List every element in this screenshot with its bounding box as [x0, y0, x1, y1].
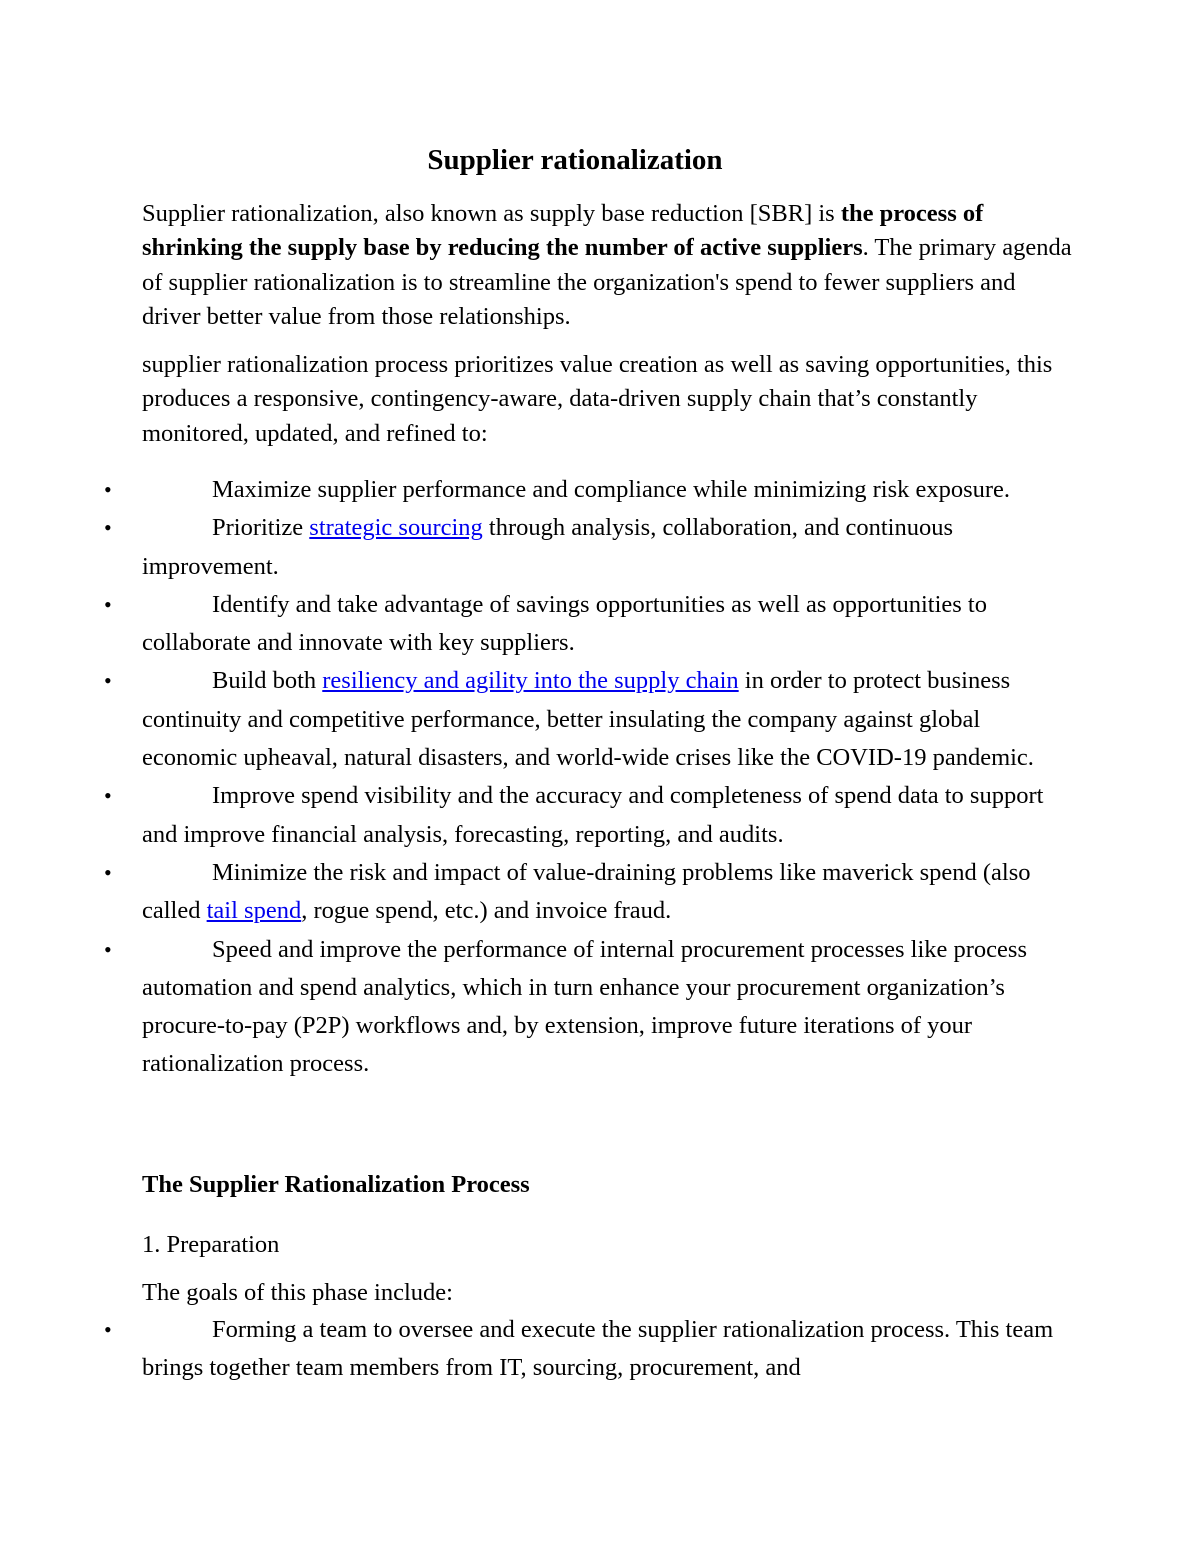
- goals-list: [104, 1311, 1072, 1388]
- list-item: [104, 777, 1072, 854]
- bullet-icon: •: [104, 477, 112, 502]
- list-item-text: , rogue spend, etc.) and invoice fraud.: [301, 897, 672, 925]
- bullet-icon: •: [104, 515, 112, 541]
- step-heading: 1. Preparation: [142, 1231, 280, 1258]
- list-item-text: Build both: [212, 667, 323, 695]
- list-item: [104, 662, 1072, 777]
- list-item: [104, 854, 1072, 931]
- list-item-text: Identify and take advantage of savings opportunities as well as opportunities to collaborate and innovate with key suppliers.: [142, 590, 987, 657]
- intro-text-start: Supplier rationalization, also known as supply base reduction [SBR] is: [142, 200, 841, 227]
- list-item-text: in order to protect business continuity and competitive performance, better insulating the company against global economic upheaval, natural disasters, and world-wide crises like the COVID-19 pandemic.: [142, 667, 1034, 772]
- strategic-sourcing-link[interactable]: strategic sourcing: [309, 514, 483, 542]
- list-item: [104, 1311, 1072, 1388]
- intro-text-end: . The primary agenda of supplier rationalization is to streamline the organization's spend to fewer suppliers and driver better value from those relationships.: [142, 234, 1072, 330]
- list-item-text: Forming a team to oversee and execute the supplier rationalization process. This team brings together team members from IT, sourcing, procurement, and: [142, 1316, 1054, 1382]
- tail-spend-link[interactable]: tail spend: [206, 897, 302, 925]
- benefits-list: [104, 471, 1072, 1084]
- intro-paragraph: [142, 197, 1072, 334]
- bullet-icon: •: [104, 859, 112, 885]
- list-item: [104, 471, 1072, 509]
- list-item-text: Maximize supplier performance and compliance while minimizing risk exposure.: [212, 476, 1011, 503]
- list-item: [104, 931, 1072, 1084]
- intro-bold-definition: the process of shrinking the supply base by reducing the number of active suppliers: [142, 200, 984, 262]
- benefits-intro-paragraph: supplier rationalization process prioritizes value creation as well as saving opportunities, this produces a responsive, contingency-aware, data-driven supply chain that’s constantly monitored, updated, and refined to:: [142, 351, 1053, 447]
- bullet-icon: •: [104, 1317, 112, 1342]
- section-heading: The Supplier Rationalization Process: [142, 1171, 530, 1198]
- list-item-text: Minimize the risk and impact of value-draining problems like maverick spend (also called: [142, 858, 1031, 925]
- goals-intro: The goals of this phase include:: [142, 1279, 453, 1306]
- list-item-text: through analysis, collaboration, and continuous improvement.: [142, 514, 953, 580]
- document-title: Supplier rationalization: [427, 144, 723, 176]
- list-item-text: Prioritize: [212, 514, 310, 542]
- list-item: [104, 509, 1072, 586]
- list-item: [104, 586, 1072, 663]
- resiliency-agility-link[interactable]: resiliency and agility into the supply chain: [322, 667, 739, 695]
- bullet-icon: •: [104, 668, 112, 694]
- bullet-icon: •: [104, 783, 112, 809]
- list-item-text: Improve spend visibility and the accuracy and completeness of spend data to support and improve financial analysis, forecasting, reporting, and audits.: [142, 782, 1044, 848]
- bullet-icon: •: [104, 591, 112, 617]
- list-item-text: Speed and improve the performance of internal procurement processes like process automation and spend analytics, which in turn enhance your procurement organization’s procure-to-pay (P2P) workflows and, by extension, improve future iterations of your rationalization process.: [142, 935, 1027, 1078]
- bullet-icon: •: [104, 936, 112, 962]
